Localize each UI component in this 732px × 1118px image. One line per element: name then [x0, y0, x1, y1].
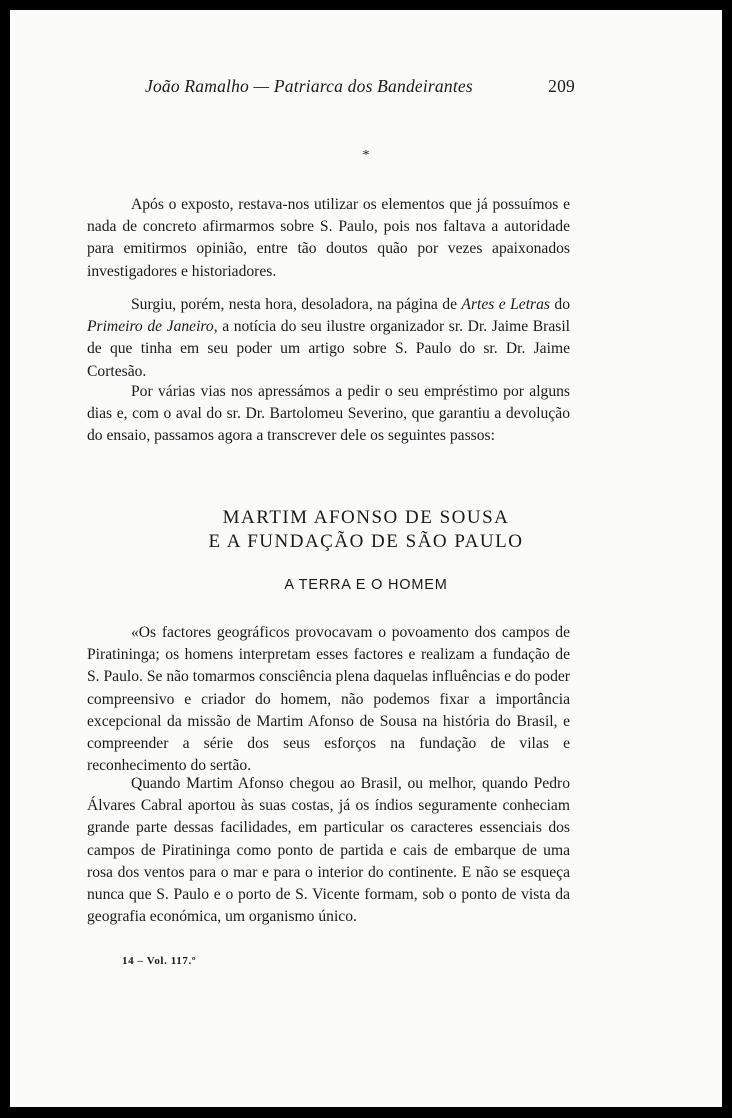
artes-letras-title: Artes e Letras — [461, 296, 550, 313]
primeiro-de-janeiro-title: Primeiro de Janeiro — [87, 318, 214, 336]
printer-signature: 14 – Vol. 117.º — [122, 955, 197, 967]
article-paragraph-1: «Os factores geográficos provocavam o povoamento dos campos de Piratininga; os homens interpretam esses factores e realizam a fundação de S. Paulo. Se não tomarmos consciência plena daquelas influências e do poder compreensivo e criador do homem, não podemos fixar a importância excepcional da missão de Martim Afonso de Sousa na história do Brasil, e compreender a série dos seus esforços na fundação de vilas e reconhecimento do sertão. — [87, 624, 570, 775]
article-title-line-2: E A FUNDAÇÃO DE SÃO PAULO — [208, 531, 524, 552]
running-head — [145, 76, 575, 97]
section-separator: * — [362, 148, 370, 163]
intro-paragraph-1: Após o exposto, restava-nos utilizar os elementos que já possuímos e nada de concreto afirmarmos sobre S. Paulo, pois nos faltava a autoridade para emitirmos opinião, entre tão doutos quão por vezes apaixonados investigadores e historiadores. — [87, 196, 570, 280]
intro-paragraph-3: Por várias vias nos apressámos a pedir o seu empréstimo por alguns dias e, com o aval do sr. Dr. Bartolomeu Severino, que garantiu a devolução do ensaio, passamos agora a transcrever dele os seguintes passos: — [87, 383, 570, 445]
book-page — [10, 10, 722, 1107]
intro-paragraph-2: Surgiu, porém, nesta hora, desoladora, na página de Artes e Letras do Primeiro de Janeiro, a notícia do seu ilustre organizador sr. Dr. Jaime Brasil de que tinha em seu poder um artigo sobre S. Paulo do sr. Dr. Jaime Cortesão. — [87, 296, 570, 380]
running-title: João Ramalho — Patriarca dos Bandeirantes — [145, 76, 473, 96]
section-heading: A TERRA E O HOMEM — [284, 577, 448, 593]
article-paragraph-2: Quando Martim Afonso chegou ao Brasil, ou melhor, quando Pedro Álvares Cabral aportou às suas costas, já os índios seguramente conheciam grande parte dessas facilidades, em particular os caracteres essenciais dos campos de Piratininga como ponto de partida e cais de embarque de uma rosa dos ventos para o mar e para o interior do continente. E não se esqueça nunca que S. Paulo e o porto de S. Vicente formam, sob o ponto de vista da geografia económica, um organismo único. — [87, 775, 570, 926]
page-number: 209 — [548, 76, 575, 96]
article-title-line-1: MARTIM AFONSO DE SOUSA — [222, 507, 510, 528]
